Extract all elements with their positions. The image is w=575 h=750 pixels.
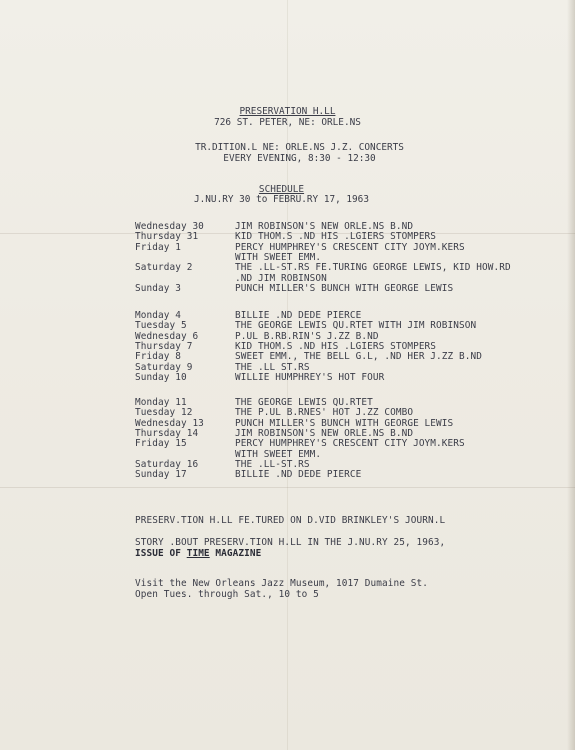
- concert-times: EVERY EVENING, 8:30 - 12:30: [223, 153, 376, 164]
- schedule-act: SWEET EMM., THE BELL G.L, .ND HER J.ZZ B.ND: [235, 351, 483, 363]
- venue-title: PRESERVATION H.LL: [239, 106, 336, 117]
- schedule-act: WILLIE HUMPHREY'S HOT FOUR: [235, 371, 385, 383]
- time-note-prefix: ISSUE OF: [135, 548, 187, 559]
- schedule-act: WITH SWEET EMM.: [235, 448, 322, 460]
- schedule-act: JIM ROBINSON'S NEW ORLE.NS B.ND: [235, 427, 414, 439]
- schedule-heading: SCHEDULE: [258, 184, 305, 195]
- schedule-act: P.UL B.RB.RIN'S J.ZZ B.ND: [235, 330, 379, 342]
- schedule-day: Monday 4: [135, 310, 181, 321]
- schedule-act: THE GEORGE LEWIS QU.RTET: [235, 397, 373, 408]
- time-magazine-title: TIME: [186, 548, 210, 559]
- schedule-day: Thursday 14: [135, 427, 199, 439]
- schedule-act: PERCY HUMPHREY'S CRESCENT CITY JOYM.KERS: [235, 241, 465, 253]
- schedule-day: Sunday 3: [135, 282, 181, 294]
- schedule-act: PUNCH MILLER'S BUNCH WITH GEORGE LEWIS: [235, 417, 454, 429]
- schedule-day: Wednesday 30: [135, 221, 204, 232]
- schedule-act: PUNCH MILLER'S BUNCH WITH GEORGE LEWIS: [235, 282, 454, 294]
- schedule-act: BILLIE .ND DEDE PIERCE: [235, 469, 362, 481]
- schedule-day: Friday 15: [135, 438, 187, 450]
- schedule-act: KID THOM.S .ND HIS .LGIERS STOMPERS: [235, 340, 437, 352]
- schedule-act: THE P.UL B.RNES' HOT J.ZZ COMBO: [235, 407, 414, 419]
- schedule-day: Saturday 2: [135, 262, 193, 274]
- schedule-act: KID THOM.S .ND HIS .LGIERS STOMPERS: [235, 231, 437, 243]
- schedule-day: Saturday 9: [135, 361, 193, 373]
- schedule-act: JIM ROBINSON'S NEW ORLE.NS B.ND: [235, 221, 414, 232]
- museum-note-line1: Visit the New Orleans Jazz Museum, 1017 Dumaine St.: [135, 578, 428, 589]
- schedule-day: Tuesday 12: [135, 407, 193, 419]
- venue-address: 726 ST. PETER, NE: ORLE.NS: [214, 117, 361, 128]
- schedule-day: Saturday 16: [135, 458, 199, 470]
- schedule-day: Sunday 17: [135, 469, 187, 481]
- schedule-act: THE .LL-ST.RS: [235, 458, 310, 470]
- schedule-day: Sunday 10: [135, 371, 187, 383]
- schedule-act: .ND JIM ROBINSON: [235, 272, 327, 284]
- time-magazine-note-line2: [135, 549, 261, 559]
- schedule-day: Thursday 31: [135, 231, 199, 243]
- schedule-day: Tuesday 5: [135, 320, 187, 332]
- schedule-day: Monday 11: [135, 397, 187, 408]
- time-magazine-note-line1: STORY .BOUT PRESERV.TION H.LL IN THE J.NU.RY 25, 1963,: [135, 537, 446, 548]
- schedule-day: Friday 1: [135, 241, 181, 253]
- schedule-act: PERCY HUMPHREY'S CRESCENT CITY JOYM.KERS: [235, 438, 465, 450]
- time-note-suffix: MAGAZINE: [209, 548, 262, 559]
- schedule-day: Wednesday 6: [135, 330, 199, 342]
- schedule-day: Friday 8: [135, 351, 181, 363]
- schedule-day: Wednesday 13: [135, 417, 204, 429]
- concert-series: TR.DITION.L NE: ORLE.NS J.Z. CONCERTS: [195, 142, 404, 153]
- schedule-act: THE .LL ST.RS: [235, 361, 310, 373]
- schedule-day: Thursday 7: [135, 340, 193, 352]
- schedule-act: THE GEORGE LEWIS QU.RTET WITH JIM ROBINSON: [235, 320, 477, 332]
- brinkley-note: PRESERV.TION H.LL FE.TURED ON D.VID BRINKLEY'S JOURN.L: [135, 515, 446, 526]
- museum-note-line2: Open Tues. through Sat., 10 to 5: [135, 589, 319, 600]
- schedule-date-range: J.NU.RY 30 to FEBRU.RY 17, 1963: [194, 194, 369, 205]
- schedule-act: THE .LL-ST.RS FE.TURING GEORGE LEWIS, KID HOW.RD: [235, 262, 511, 274]
- schedule-act: WITH SWEET EMM.: [235, 251, 322, 263]
- schedule-act: BILLIE .ND DEDE PIERCE: [235, 310, 362, 321]
